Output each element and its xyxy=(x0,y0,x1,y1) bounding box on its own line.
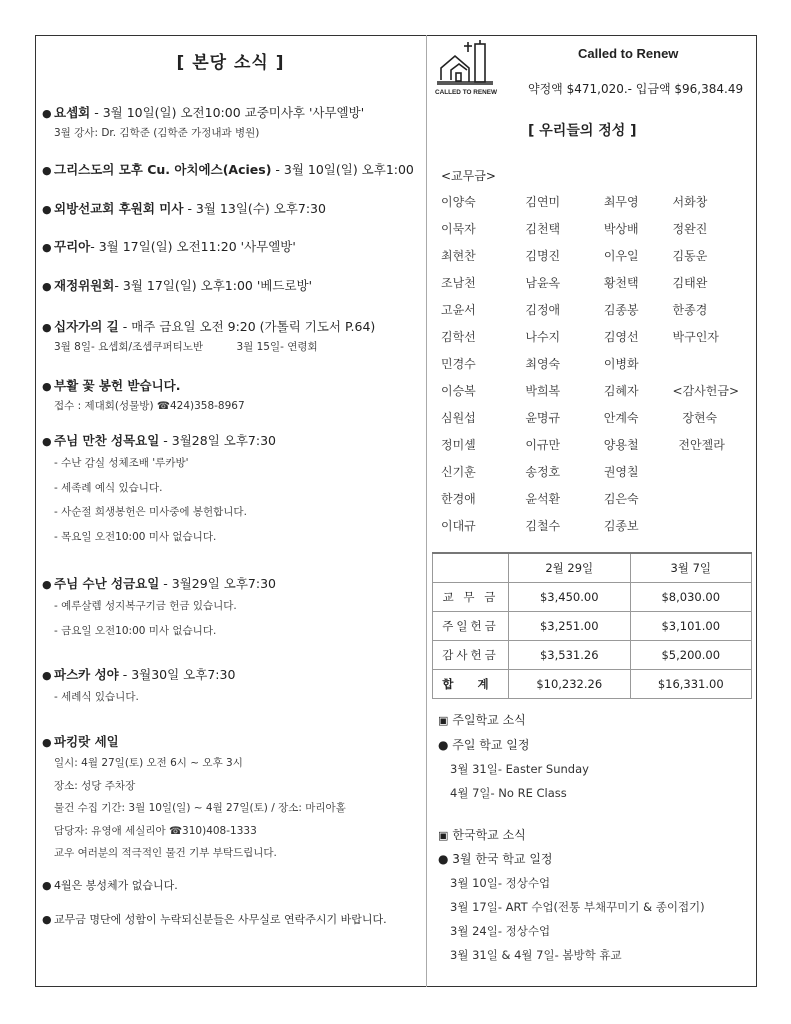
bullet-icon: ● xyxy=(42,203,52,216)
offerings-category: <교무금> xyxy=(441,169,496,183)
name-row: 한경애 윤석환 김은숙 xyxy=(441,492,639,506)
news-item-finance: ● 재정위원회- 3월 17일(일) 오후1:00 '베드로방' xyxy=(42,277,422,296)
news-item-easter-flowers: ● 부활 꽃 봉헌 받습니다. 접수 : 제대회(성물방) ☎424)358-8967 xyxy=(42,378,245,412)
schedule-line: 3월 17일- ART 수업(전통 부채꾸미기 & 종이접기) xyxy=(450,900,705,914)
schedule-line: 3월 10일- 정상수업 xyxy=(450,876,551,890)
name-row: 이대규 김철수 김종보 xyxy=(441,519,639,533)
called-to-renew-logo xyxy=(435,40,497,98)
bullet-icon: ● xyxy=(42,107,52,120)
campaign-amounts: 약정액 $471,020.- 입금액 $96,384.49 xyxy=(528,82,744,96)
campaign-title: Called to Renew xyxy=(578,46,679,61)
schedule-line: 3월 31일- Easter Sunday xyxy=(450,762,589,776)
news-item-joseph: ● 요셉회 - 3월 10일(일) 오전10:00 교중미사후 '사무엘방' 3월 강사: Dr. 김학준 (김학준 가정내과 병원) xyxy=(42,105,365,139)
name-row: 조남천 남윤옥 황천택 김태완 xyxy=(441,276,708,290)
column-divider xyxy=(426,35,427,987)
bullet-icon: ● xyxy=(42,435,52,448)
donor-names xyxy=(441,193,751,544)
offering-summary-table xyxy=(432,552,752,699)
square-bullet-icon: ▣ xyxy=(438,829,449,842)
bullet-icon: ● xyxy=(438,738,453,752)
name-row: 이승복 박희복 김혜자 <감사헌금> xyxy=(441,384,739,398)
korean-school-title: ▣ 한국학교 소식 xyxy=(438,828,526,842)
news-item-good-friday: ● 주님 수난 성금요일 - 3월29일 오후7:30 - 예루살렘 성지복구기금 헌금 있습니다. - 금요일 오전10:00 미사 없습니다. xyxy=(42,576,276,637)
bullet-icon: ● xyxy=(42,578,52,591)
name-row: 최현찬 김명진 이우일 김동운 xyxy=(441,249,708,263)
table-header-row xyxy=(433,553,752,583)
news-item-acies: ● 그리스도의 모후 Cu. 아치에스(Acies) - 3월 10일(일) 오후1:00 xyxy=(42,161,422,180)
table-row: 주일헌금 $3,251.00 $3,101.00 xyxy=(433,612,752,641)
schedule-line: 3월 31일 & 4월 7일- 봄방학 휴교 xyxy=(450,948,622,962)
news-item-mission: ● 외방선교회 후원회 미사 - 3월 13일(수) 오후7:30 xyxy=(42,200,422,219)
table-total-row: 합 계 $10,232.26 $16,331.00 xyxy=(433,670,752,699)
news-item-curia: ● 꾸리아- 3월 17일(일) 오전11:20 '사무엘방' xyxy=(42,238,422,257)
name-row: 이양숙 김연미 최무영 서화창 xyxy=(441,195,708,209)
schedule-line: 3월 24일- 정상수업 xyxy=(450,924,551,938)
column-header: 2월 29일 xyxy=(509,553,631,583)
news-item-holy-thursday: ● 주님 만찬 성목요일 - 3월28일 오후7:30 - 수난 감실 성체조배 '루카방' - 세족례 예식 있습니다. - 사순절 희생봉헌은 미사중에 봉헌합니다. - 목요일 오전10:00 미사 없습니다. xyxy=(42,433,276,543)
news-item-missing-names: ● 교무금 명단에 성함이 누락되신분들은 사무실로 연락주시기 바랍니다. xyxy=(42,911,422,929)
bullet-icon: ● xyxy=(438,852,453,866)
bullet-icon: ● xyxy=(42,280,52,293)
news-item-stations: ● 십자가의 길 - 매주 금요일 오전 9:20 (가톨릭 기도서 P.64) 3월 8일- 요셉회/조셉쿠퍼티노반 3월 15일- 연령회 xyxy=(42,319,376,353)
square-bullet-icon: ▣ xyxy=(438,714,449,727)
table-row: 교 무 금 $3,450.00 $8,030.00 xyxy=(433,583,752,612)
offerings-title: [ 우리들의 정성 ] xyxy=(528,123,637,139)
news-item-easter-vigil: ● 파스카 성야 - 3월30일 오후7:30 - 세례식 있습니다. xyxy=(42,667,236,703)
table-row: 감사헌금 $3,531.26 $5,200.00 xyxy=(433,641,752,670)
bullet-icon: ● xyxy=(42,321,52,334)
name-row: 이묵자 김천택 박상배 정완진 xyxy=(441,222,708,236)
name-row: 민경수 최영숙 이병화 xyxy=(441,357,639,371)
news-item-parking-sale: ● 파킹랏 세일 일시: 4월 27일(토) 오전 6시 ~ 오후 3시 장소: 성당 주차장 물건 수집 기간: 3월 10일(일) ~ 4월 27일(토) / 장소: 마리아홀 담당자: 유영애 세실리아 ☎310)408-1333 교우 여러분의 적극적인 물건 기부 부탁드립니다. xyxy=(42,734,346,859)
sunday-school-schedule-title: ● 주일 학교 일정 xyxy=(438,738,530,752)
bullet-icon: ● xyxy=(42,879,52,892)
name-row: 정미셸 이규만 양용철 전안젤라 xyxy=(441,438,725,452)
bullet-icon: ● xyxy=(42,380,52,393)
bullet-icon: ● xyxy=(42,736,52,749)
sunday-school-title: ▣ 주일학교 소식 xyxy=(438,713,526,727)
bullet-icon: ● xyxy=(42,913,52,926)
news-item-no-communion: ● 4월은 봉성체가 없습니다. xyxy=(42,877,422,895)
name-row: 심원섭 윤명규 안계숙 장현숙 xyxy=(441,411,718,425)
column-header: 3월 7일 xyxy=(630,553,752,583)
bullet-icon: ● xyxy=(42,164,52,177)
name-row: 김학선 나수지 김영선 박구인자 xyxy=(441,330,719,344)
parish-news-title: [ 본당 소식 ] xyxy=(176,53,285,73)
korean-school-schedule-title: ● 3월 한국 학교 일정 xyxy=(438,852,553,866)
name-row: 고윤서 김정애 김종봉 한종경 xyxy=(441,303,708,317)
logo-text: CALLED TO RENEW xyxy=(435,89,497,96)
name-row: 신기훈 송정호 권영칠 xyxy=(441,465,639,479)
schedule-line: 4월 7일- No RE Class xyxy=(450,786,567,800)
bullet-icon: ● xyxy=(42,241,52,254)
bullet-icon: ● xyxy=(42,669,52,682)
